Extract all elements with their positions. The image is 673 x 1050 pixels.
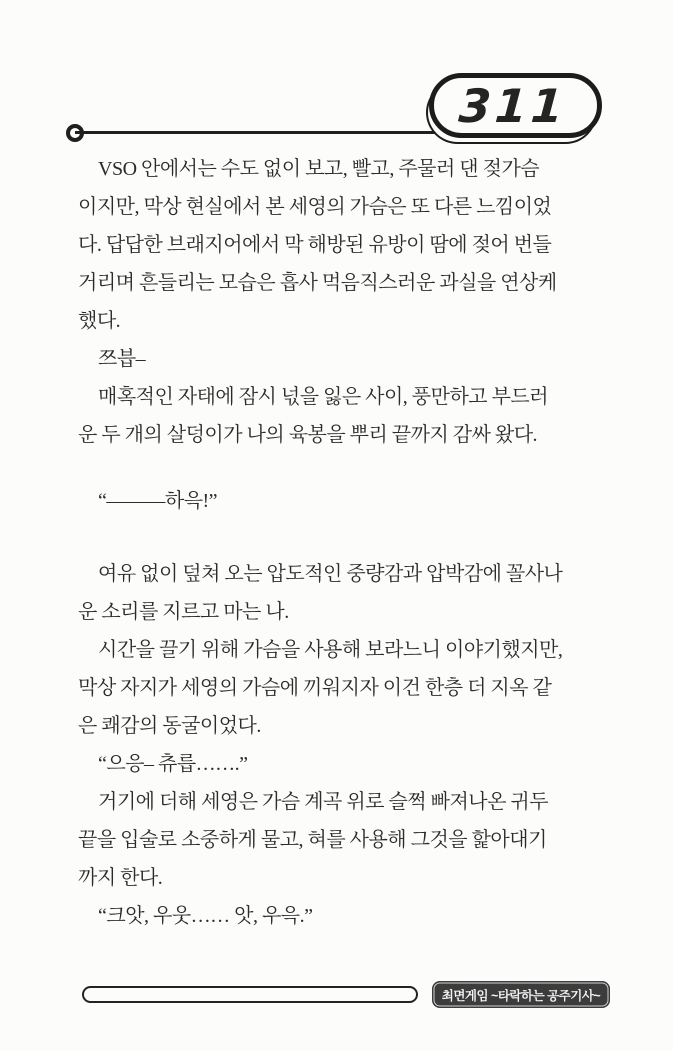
- paragraph-block: [78, 150, 600, 340]
- paragraph-block: [78, 631, 600, 745]
- footer-rule-pill: [82, 986, 418, 1003]
- text-line: 거기에 더해 세영은 가슴 계곡 위로 슬쩍 빠져나온 귀두: [98, 791, 549, 813]
- footer-title-badge: [432, 981, 610, 1008]
- text-line: 이지만, 막상 현실에서 본 세영의 가슴은 또 다른 느낌이었: [78, 196, 552, 218]
- header-rule: [75, 131, 475, 134]
- text-line: “———하윽!”: [98, 490, 218, 512]
- text-line: 거리며 흔들리는 모습은 흡사 먹음직스러운 과실을 연상케: [78, 272, 557, 294]
- book-title: 최면게임 ~타락하는 공주기사~: [441, 988, 601, 1003]
- text-line: 했다.: [78, 310, 121, 332]
- text-line: 막상 자지가 세영의 가슴에 끼워지자 이건 한층 더 지옥 같: [78, 677, 552, 699]
- text-line: 끝을 입술로 소중하게 물고, 혀를 사용해 그것을 핥아대기: [78, 829, 547, 851]
- paragraph-block: [78, 783, 600, 897]
- text-line: 다. 답답한 브래지어에서 막 해방된 유방이 땀에 젖어 번들: [78, 234, 552, 256]
- page-number-badge: [429, 73, 602, 138]
- text-line: “크앗, 우웃…… 앗, 우윽.”: [98, 905, 313, 927]
- text-line: 시간을 끌기 위해 가슴을 사용해 보라느니 이야기했지만,: [98, 639, 563, 661]
- text-line: 까지 한다.: [78, 867, 163, 889]
- text-line: 운 소리를 지르고 마는 나.: [78, 601, 289, 623]
- body-text: [78, 150, 600, 935]
- dialogue-block: [78, 482, 600, 520]
- text-line: 매혹적인 자태에 잠시 넋을 잃은 사이, 풍만하고 부드러: [98, 386, 549, 408]
- text-line: 은 쾌감의 동굴이었다.: [78, 715, 261, 737]
- paragraph-block: [78, 555, 600, 631]
- text-line: 운 두 개의 살덩이가 나의 육봉을 뿌리 끝까지 감싸 왔다.: [78, 424, 538, 446]
- paragraph-block: [78, 897, 600, 935]
- text-line: 여유 없이 덮쳐 오는 압도적인 중량감과 압박감에 꼴사나: [98, 563, 563, 585]
- text-line: 쯔븝–: [98, 348, 146, 370]
- page-number: 311: [457, 78, 570, 133]
- paragraph-block: [78, 378, 600, 454]
- paragraph-block: [78, 745, 600, 783]
- text-line: VSO 안에서는 수도 없이 보고, 빨고, 주물러 댄 젖가슴: [98, 158, 540, 180]
- text-line: “으응– 츄릅…….”: [98, 753, 248, 775]
- paragraph-block: [78, 340, 600, 378]
